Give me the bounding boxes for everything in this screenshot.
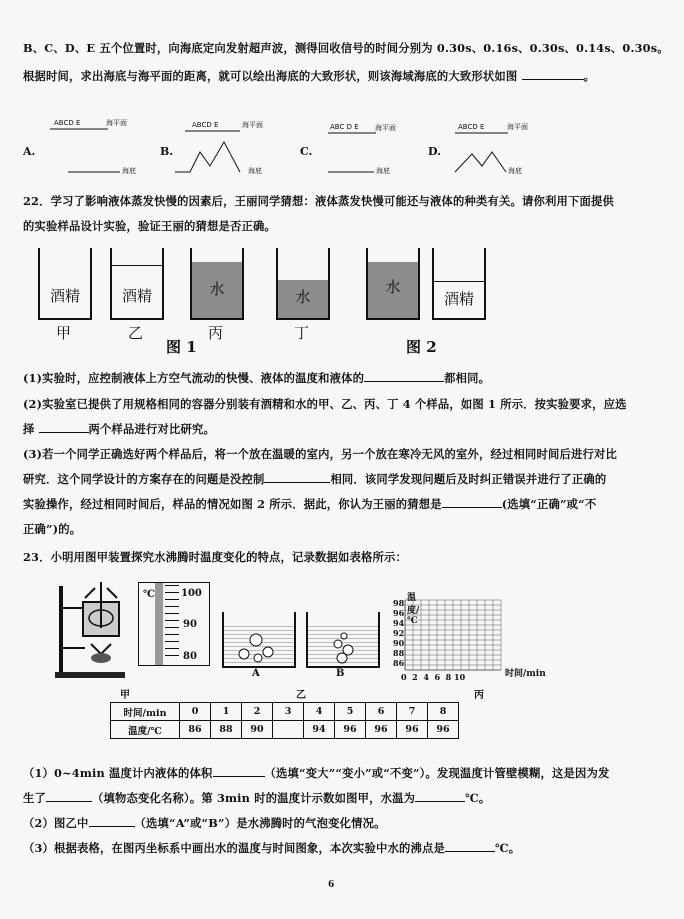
fig-label-bing: 丙: [474, 690, 484, 701]
q22-p2-blank: [39, 432, 89, 433]
option-d-sea: 海平面: [507, 123, 528, 131]
q22-p1-text-a: (1)实验时，应控制液体上方空气流动的快慢、液体的温度和液体的: [23, 371, 365, 385]
option-d-bottom: 海底: [508, 167, 522, 175]
option-a-bottom: 海底: [122, 167, 136, 175]
option-c-diagram: [318, 128, 408, 178]
table-cell: 8: [428, 703, 459, 721]
beaker-b: [306, 612, 380, 668]
option-b-label: B.: [160, 145, 174, 158]
cup-bing: [190, 248, 244, 320]
xtick-0: 0: [401, 672, 407, 682]
q23-p2: [23, 815, 386, 831]
q23-p2-text-b: （选填“A”或“B”）是水沸腾时的气泡变化情况。: [134, 816, 386, 830]
table-cell: 0: [180, 703, 211, 721]
graph-xlabel: 时间/min: [505, 669, 546, 679]
xtick-10: 10: [454, 672, 466, 682]
table-cell: 96: [366, 721, 397, 739]
cup-fig2-alcohol: [432, 248, 486, 320]
q21-answer-blank: [522, 79, 584, 80]
thermometer: [138, 582, 210, 666]
fig-label-yi: 乙: [296, 690, 306, 701]
q22-p3a: (3)若一个同学正确选好两个样品后，将一个放在温暖的室内，另一个放在寒冷无风的室外，经过相同时间后进行对比: [23, 447, 617, 461]
q23-intro: 23．小明用图甲装置探究水沸腾时温度变化的特点，记录数据如表格所示：: [23, 550, 408, 564]
ytick-92: 92: [393, 628, 405, 638]
q21-line2: 根据时间，求出海底与海平面的距离，就可以绘出海底的大致形状，则该海域海底的大致形状如图 。: [23, 69, 596, 83]
q21-line1: B、C、D、E 五个位置时，向海底定向发射超声波，测得回收信号的时间分别为 0.30s、0.16s、0.30s、0.14s、0.30s。: [23, 41, 669, 55]
q22-p3-text-c: 相同．该同学发现问题后及时纠正错误并进行了正确的: [330, 472, 607, 486]
table-header-temp: 温度/℃: [111, 721, 180, 739]
q22-p2-text-c: 两个样品进行对比研究。: [88, 422, 215, 436]
xtick-4: 4: [423, 672, 429, 682]
q22-p2a: (2)实验室已提供了用规格相同的容器分别装有酒精和水的甲、乙、丙、丁 4 个样品，如图 1 所示．按实验要求，应选: [23, 397, 627, 411]
thermometer-tick-90: 90: [183, 619, 197, 630]
ytick-90: 90: [393, 638, 405, 648]
q22-p3-text-e: (选填“正确”或“不: [501, 497, 597, 511]
q23-p1-line2: [23, 790, 490, 806]
q22-p3-blank1: [264, 482, 330, 483]
cup-fig2-water: [366, 248, 420, 320]
table-row-time: [111, 703, 459, 721]
option-b-diagram: [170, 128, 260, 178]
q23-p3-blank: [445, 851, 495, 852]
option-a-top: ABCD E: [54, 119, 81, 127]
cup-bing-content: 水: [209, 280, 225, 298]
ytick-96: 96: [393, 608, 405, 618]
option-b-bottom: 海底: [248, 167, 262, 175]
q21-line2-text: 根据时间，求出海底与海平面的距离，就可以绘出海底的大致形状，则该海域海底的大致形状如图: [23, 69, 518, 83]
cup-yi-label: 乙: [128, 324, 144, 342]
q23-p2-text-a: （2）图乙中: [23, 816, 89, 830]
xtick-6: 6: [434, 672, 441, 682]
table-cell: 94: [304, 721, 335, 739]
cup-fig2-water-content: 水: [385, 278, 401, 296]
option-c-bottom: 海底: [376, 167, 390, 175]
q23-p1-blank1: [213, 776, 265, 777]
page-number: 6: [328, 880, 335, 890]
option-a-label: A.: [23, 145, 36, 158]
beaker-a: [222, 612, 296, 668]
cup-yi: [110, 248, 164, 320]
q22-p3-text-d: 实验操作，经过相同时间后，样品的情况如图 2 所示．据此，你认为王丽的猜想是: [23, 497, 442, 511]
xtick-2: 2: [412, 672, 418, 682]
option-b-sea: 海平面: [242, 121, 263, 129]
q23-p1-blank2: [46, 801, 92, 802]
cup-ding-content: 水: [295, 288, 311, 306]
q23-p2-blank: [89, 826, 135, 827]
data-table: [110, 702, 459, 739]
q22-intro1: 22．学习了影响液体蒸发快慢的因素后，王丽同学猜想：液体蒸发快慢可能还与液体的种类有关。请你利用下面提供: [23, 194, 614, 208]
q22-p3: [23, 471, 606, 487]
table-cell: 7: [397, 703, 428, 721]
q22-p3-text-b: 研究．这个同学设计的方案存在的问题是没控制: [23, 472, 265, 486]
q22-p1-text-b: 都相同。: [444, 371, 491, 385]
beaker-a-label: A: [252, 668, 260, 679]
q22-p3-line3: [23, 496, 596, 512]
q23-p3: [23, 840, 520, 856]
q23-p1-text-b: （选填“变大”“变小”或“不变”）。发现温度计管壁模糊，这是因为发: [264, 766, 610, 780]
cup-jia-content: 酒精: [49, 287, 80, 305]
ytick-98: 98: [393, 598, 405, 608]
q22-p3-blank2: [442, 507, 502, 508]
fig2-caption: 图 2: [406, 338, 437, 356]
table-cell: 6: [366, 703, 397, 721]
cup-bing-label: 丙: [208, 324, 224, 342]
ytick-86: 86: [393, 658, 405, 668]
thermometer-tick-80: 80: [183, 651, 197, 662]
fig1-caption: 图 1: [166, 338, 197, 356]
ytick-94: 94: [393, 618, 405, 628]
cup-jia-label: 甲: [56, 324, 72, 342]
graph-xticks: [401, 672, 465, 682]
q22-intro2: 的实验样品设计实验，验证王丽的猜想是否正确。: [23, 219, 276, 233]
thermometer-tick-100: 100: [181, 588, 202, 599]
cup-yi-content: 酒精: [121, 287, 152, 305]
q22-p1: [23, 370, 490, 386]
cup-ding-label: 丁: [294, 324, 310, 342]
table-cell: 88: [211, 721, 242, 739]
option-c-sea: 海平面: [375, 124, 396, 132]
option-b-top: ABCD E: [192, 121, 219, 129]
cup-ding: [276, 248, 330, 320]
fig-label-jia: 甲: [120, 690, 130, 701]
q22-p2-text-b: 择: [23, 422, 35, 436]
table-cell: 3: [273, 703, 304, 721]
q22-p2: [23, 421, 215, 437]
table-cell: 90: [242, 721, 273, 739]
table-cell: 1: [211, 703, 242, 721]
thermometer-unit: ℃: [143, 589, 155, 600]
table-cell: 96: [397, 721, 428, 739]
table-cell: 5: [335, 703, 366, 721]
table-cell: 2: [242, 703, 273, 721]
graph-yticks: [393, 598, 404, 668]
q22-p3f: 正确”)的。: [23, 522, 82, 536]
table-row-temp: [111, 721, 459, 739]
cup-fig2-alcohol-content: 酒精: [443, 290, 474, 308]
q23-p1: [23, 765, 609, 781]
q23-p1-blank3: [415, 801, 465, 802]
xtick-8: 8: [445, 672, 452, 682]
table-cell: [273, 721, 304, 739]
cup-jia: [38, 248, 92, 320]
q23-p3-text-b: ℃。: [494, 841, 521, 855]
table-cell: 4: [304, 703, 335, 721]
q23-p1-text-c: 生了: [23, 791, 46, 805]
table-header-time: 时间/min: [111, 703, 180, 721]
option-c-label: C.: [300, 145, 313, 158]
option-c-top: ABC D E: [330, 123, 359, 131]
q23-p1-text-d: （填物态变化名称）。第 3min 时的温度计示数如图甲，水温为: [92, 791, 416, 805]
option-d-label: D.: [428, 145, 441, 158]
beaker-b-label: B: [336, 668, 345, 679]
q22-p1-blank: [364, 381, 444, 382]
ytick-88: 88: [393, 648, 405, 658]
q23-p1-text-a: （1）0~4min 温度计内液体的体积: [23, 766, 213, 780]
table-cell: 96: [335, 721, 366, 739]
table-cell: 96: [428, 721, 459, 739]
option-d-diagram: [450, 128, 540, 178]
q23-p3-text-a: （3）根据表格，在图丙坐标系中画出水的温度与时间图象，本次实验中水的沸点是: [23, 841, 445, 855]
option-a-sea: 海平面: [106, 119, 127, 127]
apparatus-diagram: [55, 578, 135, 688]
q23-p1-text-e: ℃。: [465, 791, 491, 805]
table-cell: 86: [180, 721, 211, 739]
graph-ylabel: 温度/℃: [407, 593, 420, 626]
option-d-top: ABCD E: [458, 123, 485, 131]
